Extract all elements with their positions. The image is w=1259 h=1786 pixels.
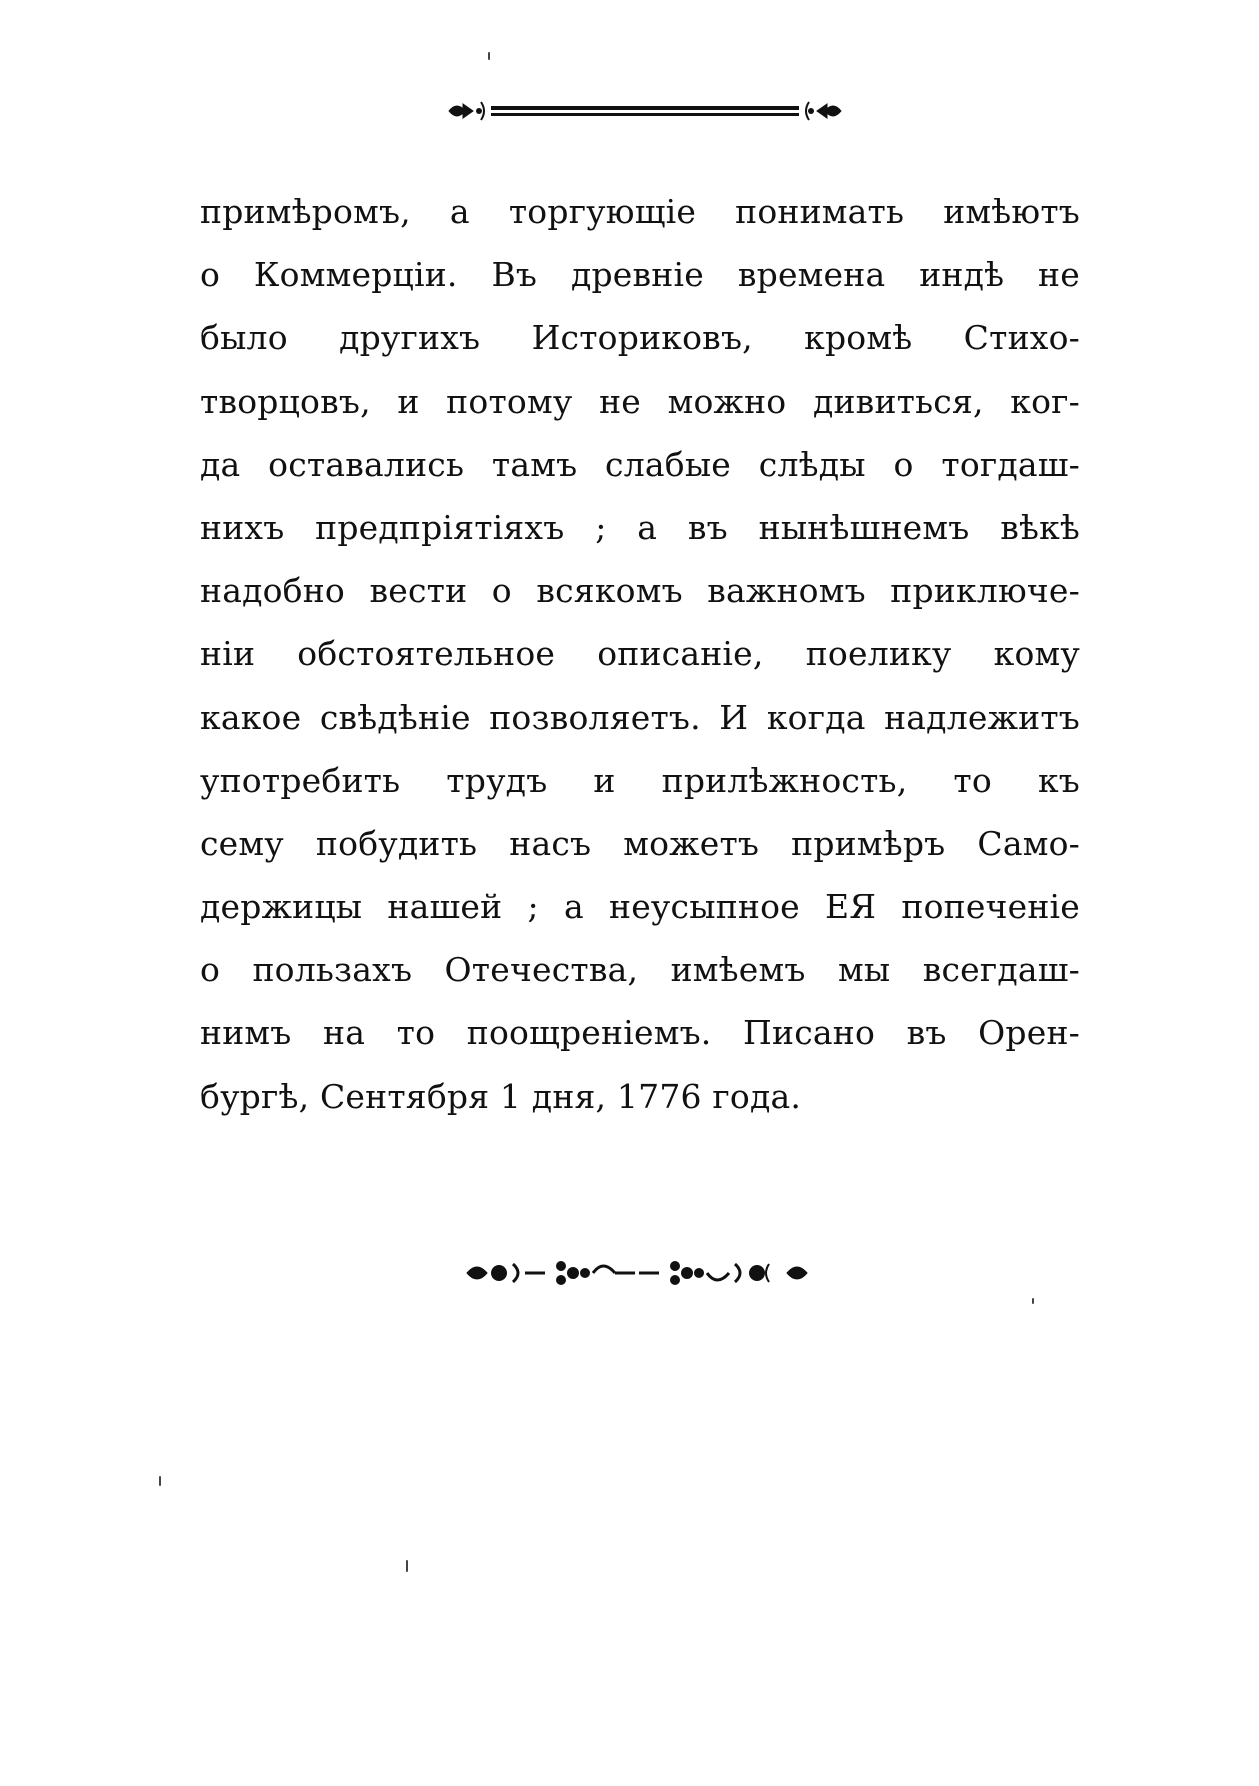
text-line: надобно вести о всякомъ важномъ приключе- bbox=[200, 571, 1080, 611]
footer-ornament bbox=[463, 1248, 811, 1298]
text-line: нимъ на то поощреніемъ. Писано въ Орен- bbox=[200, 1013, 1080, 1053]
text-line: употребить трудъ и прилѣжность, то къ bbox=[200, 760, 1080, 800]
text-line: о Коммерціи. Въ древніе времена индѣ не bbox=[200, 255, 1080, 295]
text-line: нихъ предпріятіяхъ ; а въ нынѣшнемъ вѣкѣ bbox=[200, 507, 1080, 547]
text-line: держицы нашей ; а неусыпное ЕЯ попеченіе bbox=[200, 887, 1080, 927]
text-line: сему побудить насъ можетъ примѣръ Само- bbox=[200, 823, 1080, 863]
scan-speck bbox=[488, 52, 490, 60]
text-line: примѣромъ, а торгующіе понимать имѣютъ bbox=[200, 192, 1080, 231]
text-line: было другихъ Историковъ, кромѣ Стихо- bbox=[200, 318, 1080, 358]
text-line: творцовъ, и потому не можно дивиться, ког- bbox=[200, 381, 1080, 421]
header-ornament bbox=[447, 92, 843, 130]
text-line: какое свѣдѣніе позволяетъ. И когда надлежитъ bbox=[200, 697, 1080, 737]
scan-speck bbox=[1032, 1298, 1034, 1304]
scan-speck bbox=[406, 1560, 408, 1572]
scan-speck bbox=[159, 1476, 161, 1486]
text-line: бургѣ, Сентября 1 дня, 1776 года. bbox=[200, 1076, 802, 1116]
body-text bbox=[200, 180, 1080, 1128]
text-line: ніи обстоятельное описаніе, поелику кому bbox=[200, 634, 1080, 674]
text-line: да оставались тамъ слабые слѣды о тогдаш- bbox=[200, 444, 1080, 484]
text-line: о пользахъ Отечества, имѣемъ мы всегдаш- bbox=[200, 950, 1080, 990]
